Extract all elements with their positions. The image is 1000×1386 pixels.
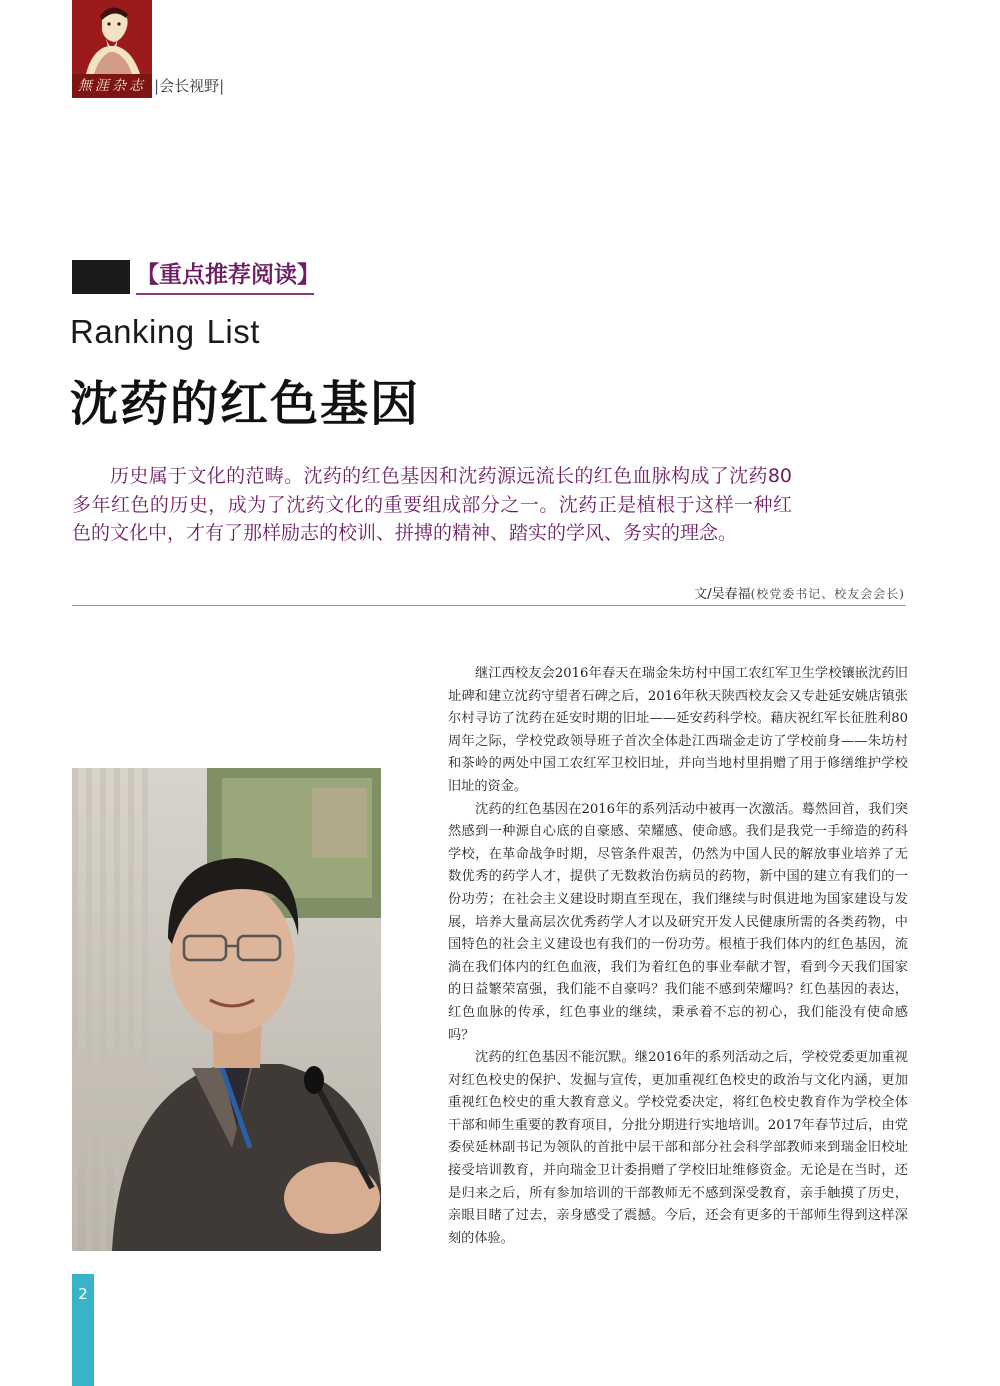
- ranking-word-1: Ranking: [70, 313, 195, 350]
- section-name: 会长视野: [159, 77, 220, 95]
- byline: [694, 585, 905, 604]
- article-body: [448, 663, 908, 1250]
- author-photo: [72, 768, 381, 1251]
- ranking-word-2: List: [206, 313, 260, 350]
- article-intro: 历史属于文化的范畴。沈药的红色基因和沈药源远流长的红色血脉构成了沈药80多年红色的历史，成为了沈药文化的重要组成部分之一。沈药正是植根于这样一种红色的文化中，才有了那样励志的校训、拼搏的精神、踏实的学风、务实的理念。: [72, 465, 792, 544]
- divider: [72, 605, 906, 606]
- article-title: 沈药的红色基因: [70, 376, 421, 432]
- byline-author: 文/吴春福: [694, 587, 751, 602]
- section-label: |会长视野|: [154, 77, 225, 95]
- magazine-logo: [72, 0, 152, 98]
- body-paragraph-2: 沈药的红色基因在2016年的系列活动中被再一次激活。蓦然回首，我们突然感到一种源自心底的自豪感、荣耀感、使命感。我们是我党一手缔造的药科学校，在革命战争时期，尽管条件艰苦，仍然为中国人民的解放事业培养了无数优秀的药学人才，提供了无数救治伤病员的药物，新中国的建立有我们的一份功劳；在社会主义建设时期直至现在，我们继续与时俱进地为国家建设与发展，培养大量高层次优秀药学人才以及研究开发人民健康所需的各类药物，中国特色的社会主义建设也有我们的一份功劳。根植于我们体内的红色基因，流淌在我们体内的红色血液，我们为着红色的事业奉献才智，看到今天我们国家的日益繁荣富强，我们能不自豪吗？我们能不感到荣耀吗？红色基因的表达，红色血脉的传承，红色事业的继续，秉承着不忘的初心，我们能没有使命感吗？: [448, 801, 908, 1043]
- recommend-label: 【重点推荐阅读】: [136, 262, 320, 288]
- byline-role: (校党委书记、校友会会长): [750, 587, 905, 601]
- heading-block-decoration: [72, 260, 130, 294]
- portrait-illustration-icon: [72, 0, 152, 74]
- page-number: 2: [78, 1285, 88, 1303]
- logo-text: 無涯杂志: [72, 74, 152, 98]
- body-paragraph-1: 继江西校友会2016年春天在瑞金朱坊村中国工农红军卫生学校镶嵌沈药旧址碑和建立沈药守望者石碑之后，2016年秋天陕西校友会又专赴延安姚店镇张尔村寻访了沈药在延安时期的旧址——延安药科学校。藉庆祝红军长征胜利80周年之际，学校党政领导班子首次全体赴江西瑞金走访了学校前身——朱坊村和茶岭的两处中国工农红军卫校旧址，并向当地村里捐赠了用于修缮维护学校旧址的资金。: [448, 666, 908, 794]
- body-paragraph-3: 沈药的红色基因不能沉默。继2016年的系列活动之后，学校党委更加重视对红色校史的保护、发掘与宣传，更加重视红色校史的政治与文化内涵，更加重视红色校史的重大教育意义。学校党委决定，将红色校史教育作为学校全体干部和师生重要的教育项目，分批分期进行实地培训。2017年春节过后，由党委侯延林副书记为领队的首批中层干部和部分社会科学部教师来到瑞金旧校址接受培训教育，并向瑞金卫计委捐赠了学校旧址维修资金。无论是在当时，还是归来之后，所有参加培训的干部教师无不感到深受教育，亲手触摸了历史，亲眼目睹了过去，亲身感受了震撼。今后，还会有更多的干部师生得到这样深刻的体验。: [448, 1050, 908, 1246]
- ranking-list-heading: [70, 310, 260, 354]
- recommend-underline: [136, 293, 314, 295]
